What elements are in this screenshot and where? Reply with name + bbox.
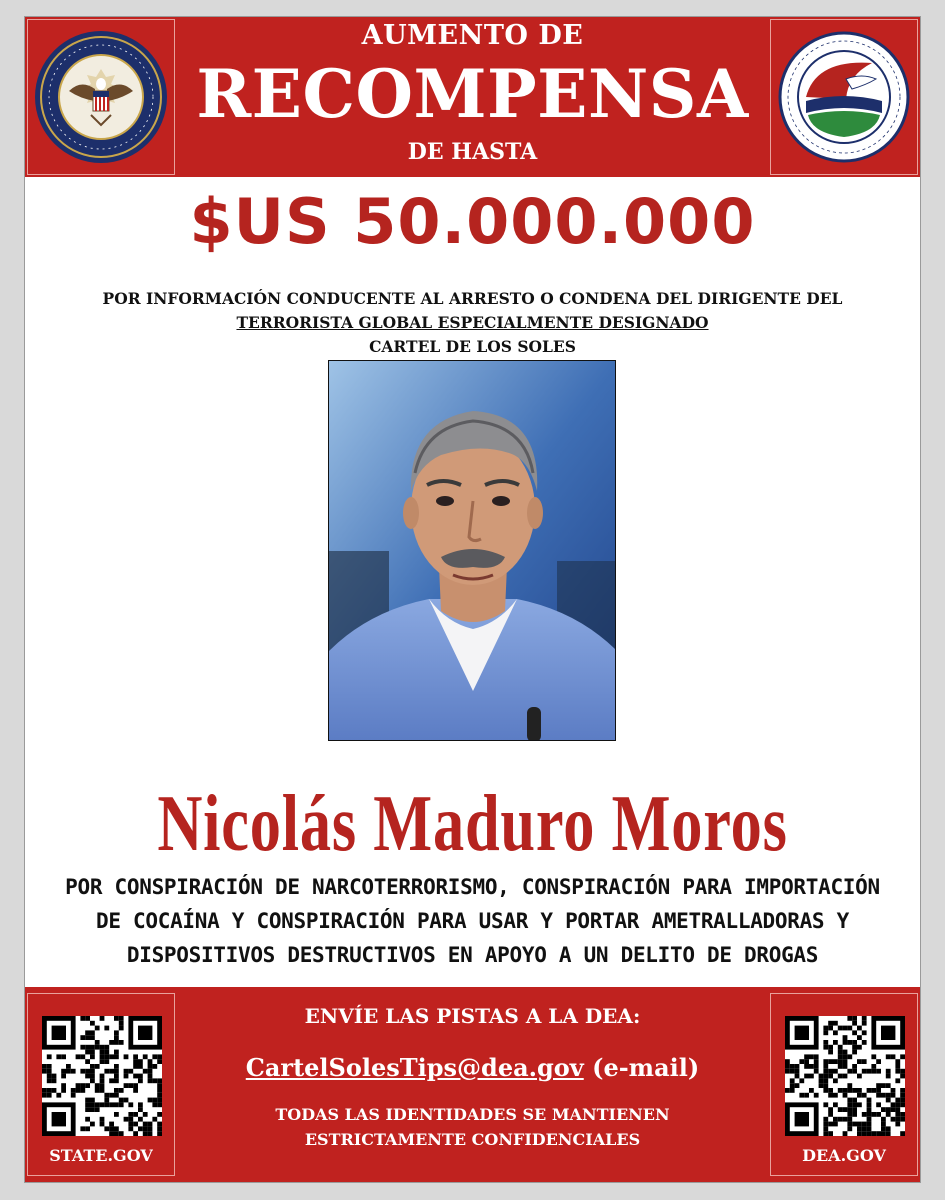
- dea-gov-label: DEA.GOV: [802, 1146, 886, 1165]
- confidential-line-1: TODAS LAS IDENTIDADES SE MANTIENEN: [275, 1105, 670, 1124]
- tips-email-line: [175, 1053, 770, 1082]
- state-gov-label: STATE.GOV: [49, 1146, 153, 1165]
- info-line-2: TERRORISTA GLOBAL ESPECIALMENTE DESIGNADO: [236, 313, 709, 332]
- footer-band: [25, 987, 920, 1182]
- charge-line-3: DISPOSITIVOS DESTRUCTIVOS EN APOYO A UN DELITO DE DROGAS: [126, 943, 819, 967]
- state-department-seal-box: [27, 19, 175, 175]
- reward-amount: $US 50.000.000: [189, 185, 756, 258]
- header-band: [25, 17, 920, 177]
- state-qr-code-icon[interactable]: [42, 1016, 162, 1136]
- charge-line-1: POR CONSPIRACIÓN DE NARCOTERRORISMO, CONSPIRACIÓN PARA IMPORTACIÓN: [65, 875, 880, 899]
- portrait-illustration: [329, 361, 616, 741]
- subject-name: Nicolás Maduro Moros: [157, 780, 788, 868]
- state-department-seal-icon: [33, 29, 169, 165]
- reward-poster: [25, 17, 920, 1182]
- confidential-line-2: ESTRICTAMENTE CONFIDENCIALES: [304, 1130, 641, 1149]
- dea-seal-box: [770, 19, 918, 175]
- subject-photo: [328, 360, 616, 741]
- header-line-aumento: AUMENTO DE: [361, 20, 584, 51]
- dea-seal-icon: [776, 29, 912, 165]
- tips-email-link[interactable]: CartelSolesTips@dea.gov: [245, 1053, 584, 1082]
- header-title-recompensa: RECOMPENSA: [196, 55, 749, 133]
- dea-qr-box: [770, 993, 918, 1176]
- tips-title: ENVÍE LAS PISTAS A LA DEA:: [304, 1004, 641, 1028]
- header-line-de-hasta: DE HASTA: [407, 139, 538, 165]
- tips-email-suffix: (e-mail): [592, 1053, 700, 1082]
- info-line-1: POR INFORMACIÓN CONDUCENTE AL ARRESTO O CONDENA DEL DIRIGENTE DEL: [102, 289, 843, 308]
- dea-qr-code-icon[interactable]: [785, 1016, 905, 1136]
- charge-line-2: DE COCAÍNA Y CONSPIRACIÓN PARA USAR Y PORTAR AMETRALLADORAS Y: [96, 909, 849, 933]
- state-qr-box: [27, 993, 175, 1176]
- info-line-3: CARTEL DE LOS SOLES: [369, 337, 576, 356]
